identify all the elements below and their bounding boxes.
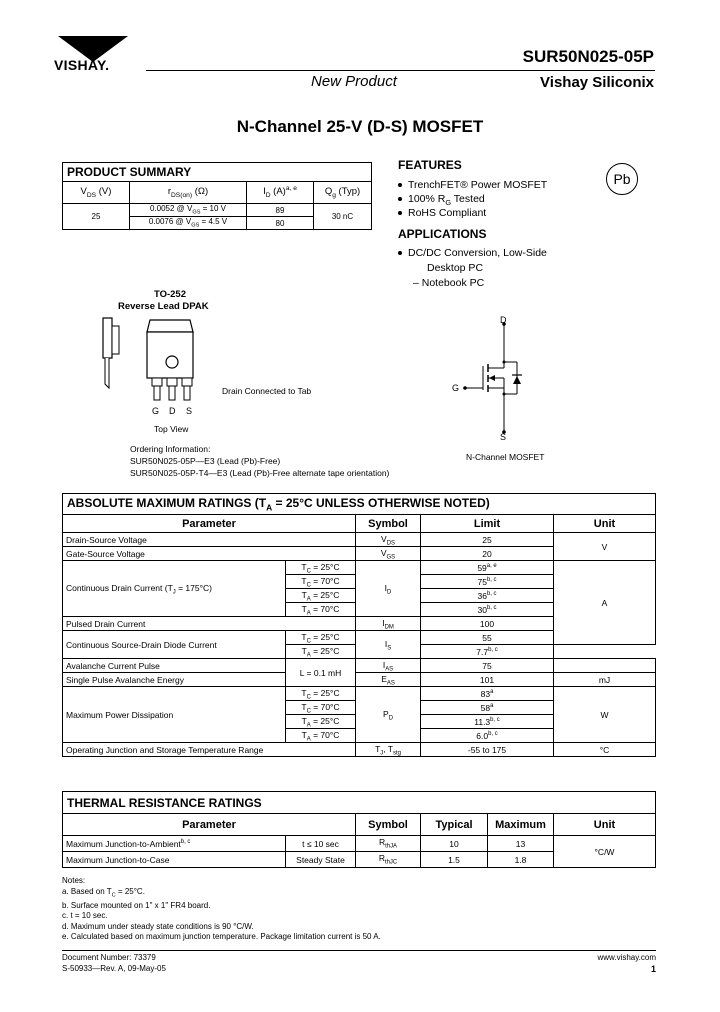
abs-symbol: $T_J$, $T_{stg}$ [356,743,421,757]
part-number: SUR50N025-05P [522,47,654,66]
abs-limit: 20 [421,547,554,561]
abs-symbol: $E_{AS}$ [356,673,421,687]
abs-symbol: $I_{DM}$ [356,617,421,631]
schematic-caption: N-Channel MOSFET [466,452,545,462]
features-title: FEATURES [398,158,462,172]
pin-g: G [152,406,160,416]
abs-cond: $T_A = 25^\circ C$ [286,589,356,603]
application-item: Desktop PC [427,262,484,274]
schematic-s: S [500,432,507,442]
abs-unit: mJ [554,673,656,687]
abs-unit [554,659,656,673]
pb-free-icon: Pb [606,163,638,195]
abs-param: Gate-Source Voltage [63,547,356,561]
abs-limit: 59$^{a, e}$ [421,561,554,575]
ps-vds: 25 [63,204,130,230]
abs-symbol: $V_{GS}$ [356,547,421,561]
header-rule [146,70,655,71]
abs-limit: -55 to 175 [421,743,554,757]
abs-cond: $T_C = 25^\circ C$ [286,631,356,645]
th-symbol: $R_{thJA}$ [356,836,421,852]
new-product-label: New Product [311,73,397,90]
abs-max-table [62,493,656,757]
feature-item: TrenchFET® Power MOSFET [398,179,547,191]
th-typ: 1.5 [421,852,488,868]
abs-cond: $T_A = 70^\circ C$ [286,729,356,743]
company-name: Vishay Siliconix [540,74,654,91]
application-item: – Notebook PC [413,277,485,289]
ps-head-vds: $V_{DS}$ (V) [63,182,130,204]
th-param: Maximum Junction-to-Case [63,852,286,868]
abs-param: Single Pulse Avalanche Energy [63,673,286,687]
abs-limit: 75$^{b, c}$ [421,575,554,589]
abs-cond: $T_A = 25^\circ C$ [286,715,356,729]
pin-d: D [169,406,176,416]
schematic-g: G [452,383,460,393]
vishay-logo-text: VISHAY. [54,57,110,73]
top-view-label: Top View [154,424,189,434]
feature-item: RoHS Compliant [398,207,486,219]
th-cond: Steady State [286,852,356,868]
product-summary-table [62,162,372,230]
footer-rule [62,950,656,951]
schematic-d: D [500,315,507,325]
abs-head-symbol: Symbol [356,515,421,533]
abs-unit: W [554,687,656,743]
notes-title: Notes: [62,876,86,885]
abs-symbol: $I_{AS}$ [356,659,421,673]
note-c: c. t = 10 sec. [62,911,108,921]
note-d: d. Maximum under steady state conditions is 90 °C/W. [62,921,254,931]
abs-limit: 30$^{b, c}$ [421,603,554,617]
abs-cond: $T_C = 25^\circ C$ [286,561,356,575]
abs-param: Avalanche Current Pulse [63,659,286,673]
th-param: Maximum Junction-to-Ambient$^{b, c}$ [63,836,286,852]
product-summary-title: PRODUCT SUMMARY [63,163,372,182]
footer-url[interactable]: www.vishay.com [597,953,656,962]
th-max: 1.8 [488,852,554,868]
abs-unit: V [554,533,656,561]
abs-cond: $T_C = 70^\circ C$ [286,701,356,715]
abs-max-title: ABSOLUTE MAXIMUM RATINGS ($T_A = 25^\circ C$ UNLESS OTHERWISE NOTED) [63,494,656,515]
abs-cond: $T_C = 70^\circ C$ [286,575,356,589]
abs-head-limit: Limit [421,515,554,533]
abs-limit: 6.0$^{b, c}$ [421,729,554,743]
package-drawing [95,312,215,412]
th-max: 13 [488,836,554,852]
page-number: 1 [650,964,656,974]
ordering-line-1: SUR50N025-05P—E3 (Lead (Pb)-Free) [130,456,281,466]
pin-s: S [186,406,193,416]
thermal-table [62,791,656,868]
notes-block [62,876,381,943]
abs-param: Continuous Source-Drain Diode Current [63,631,286,659]
abs-param: Continuous Drain Current $(T_J = 175^\circ C)$ [63,561,286,617]
doc-revision: S-50933—Rev. A, 09-May-05 [62,964,166,973]
abs-limit: 55 [421,631,554,645]
ps-head-rds: $r_{DS(on)}$ (Ω) [130,182,247,204]
abs-symbol: $I_S$ [356,631,421,659]
ps-rds1: 0.0052 @ $V_{GS} = 10$ V [130,204,247,217]
th-head-unit: Unit [554,814,656,836]
abs-unit: A [554,561,656,645]
abs-symbol: $I_D$ [356,561,421,617]
abs-cond: $T_C = 25^\circ C$ [286,687,356,701]
abs-limit: 36$^{b, c}$ [421,589,554,603]
application-item: DC/DC Conversion, Low-Side [398,247,547,259]
abs-limit: 83$^a$ [421,687,554,701]
feature-item: 100% $R_G$ Tested [398,193,485,207]
ordering-title: Ordering Information: [130,444,211,454]
abs-cond: $T_A = 70^\circ C$ [286,603,356,617]
doc-number: Document Number: 73379 [62,953,156,962]
ps-id2: 80 [247,217,314,230]
drain-note: Drain Connected to Tab [222,386,312,396]
abs-head-param: Parameter [63,515,356,533]
abs-limit: 100 [421,617,554,631]
abs-limit: 25 [421,533,554,547]
mosfet-schematic [455,312,555,452]
thermal-title: THERMAL RESISTANCE RATINGS [63,792,656,814]
abs-limit: 101 [421,673,554,687]
abs-symbol: $V_{DS}$ [356,533,421,547]
ps-head-qg: $Q_g$ (Typ) [314,182,372,204]
th-head-max: Maximum [488,814,554,836]
th-symbol: $R_{thJC}$ [356,852,421,868]
package-name: TO-252 [153,289,187,300]
th-typ: 10 [421,836,488,852]
abs-limit: 58$^a$ [421,701,554,715]
abs-head-unit: Unit [554,515,656,533]
th-head-typ: Typical [421,814,488,836]
ps-head-id: $I_D$ $(A)^{a, e}$ [247,182,314,204]
note-a: a. Based on $T_C = 25^\circ C$. [62,886,145,899]
th-head-param: Parameter [63,814,356,836]
th-cond: t ≤ 10 sec [286,836,356,852]
document-title: N-Channel 25-V (D-S) MOSFET [236,117,484,136]
ordering-line-2: SUR50N025-05P-T4—E3 (Lead (Pb)-Free alternate tape orientation) [130,468,390,478]
abs-limit: 11.3$^{b, c}$ [421,715,554,729]
abs-limit: 75 [421,659,554,673]
abs-param: Maximum Power Dissipation [63,687,286,743]
abs-param: Pulsed Drain Current [63,617,356,631]
ps-id1: 89 [247,204,314,217]
abs-unit: °C [554,743,656,757]
abs-limit: 7.7$^{b, c}$ [421,645,554,659]
note-e: e. Calculated based on maximum junction temperature. Package limitation current is 50 A. [62,932,381,942]
applications-title: APPLICATIONS [398,227,487,241]
ps-qg: 30 nC [314,204,372,230]
th-unit: °C/W [554,836,656,868]
abs-param: Operating Junction and Storage Temperature Range [63,743,356,757]
ps-rds2: 0.0076 @ $V_{GS} = 4.5$ V [130,217,247,230]
note-b: b. Surface mounted on 1" x 1" FR4 board. [62,900,211,910]
th-head-symbol: Symbol [356,814,421,836]
abs-symbol: $P_D$ [356,687,421,743]
abs-param: Drain-Source Voltage [63,533,356,547]
package-sub: Reverse Lead DPAK [118,301,209,312]
abs-cond: L = 0.1 mH [286,659,356,687]
abs-cond: $T_A = 25^\circ C$ [286,645,356,659]
